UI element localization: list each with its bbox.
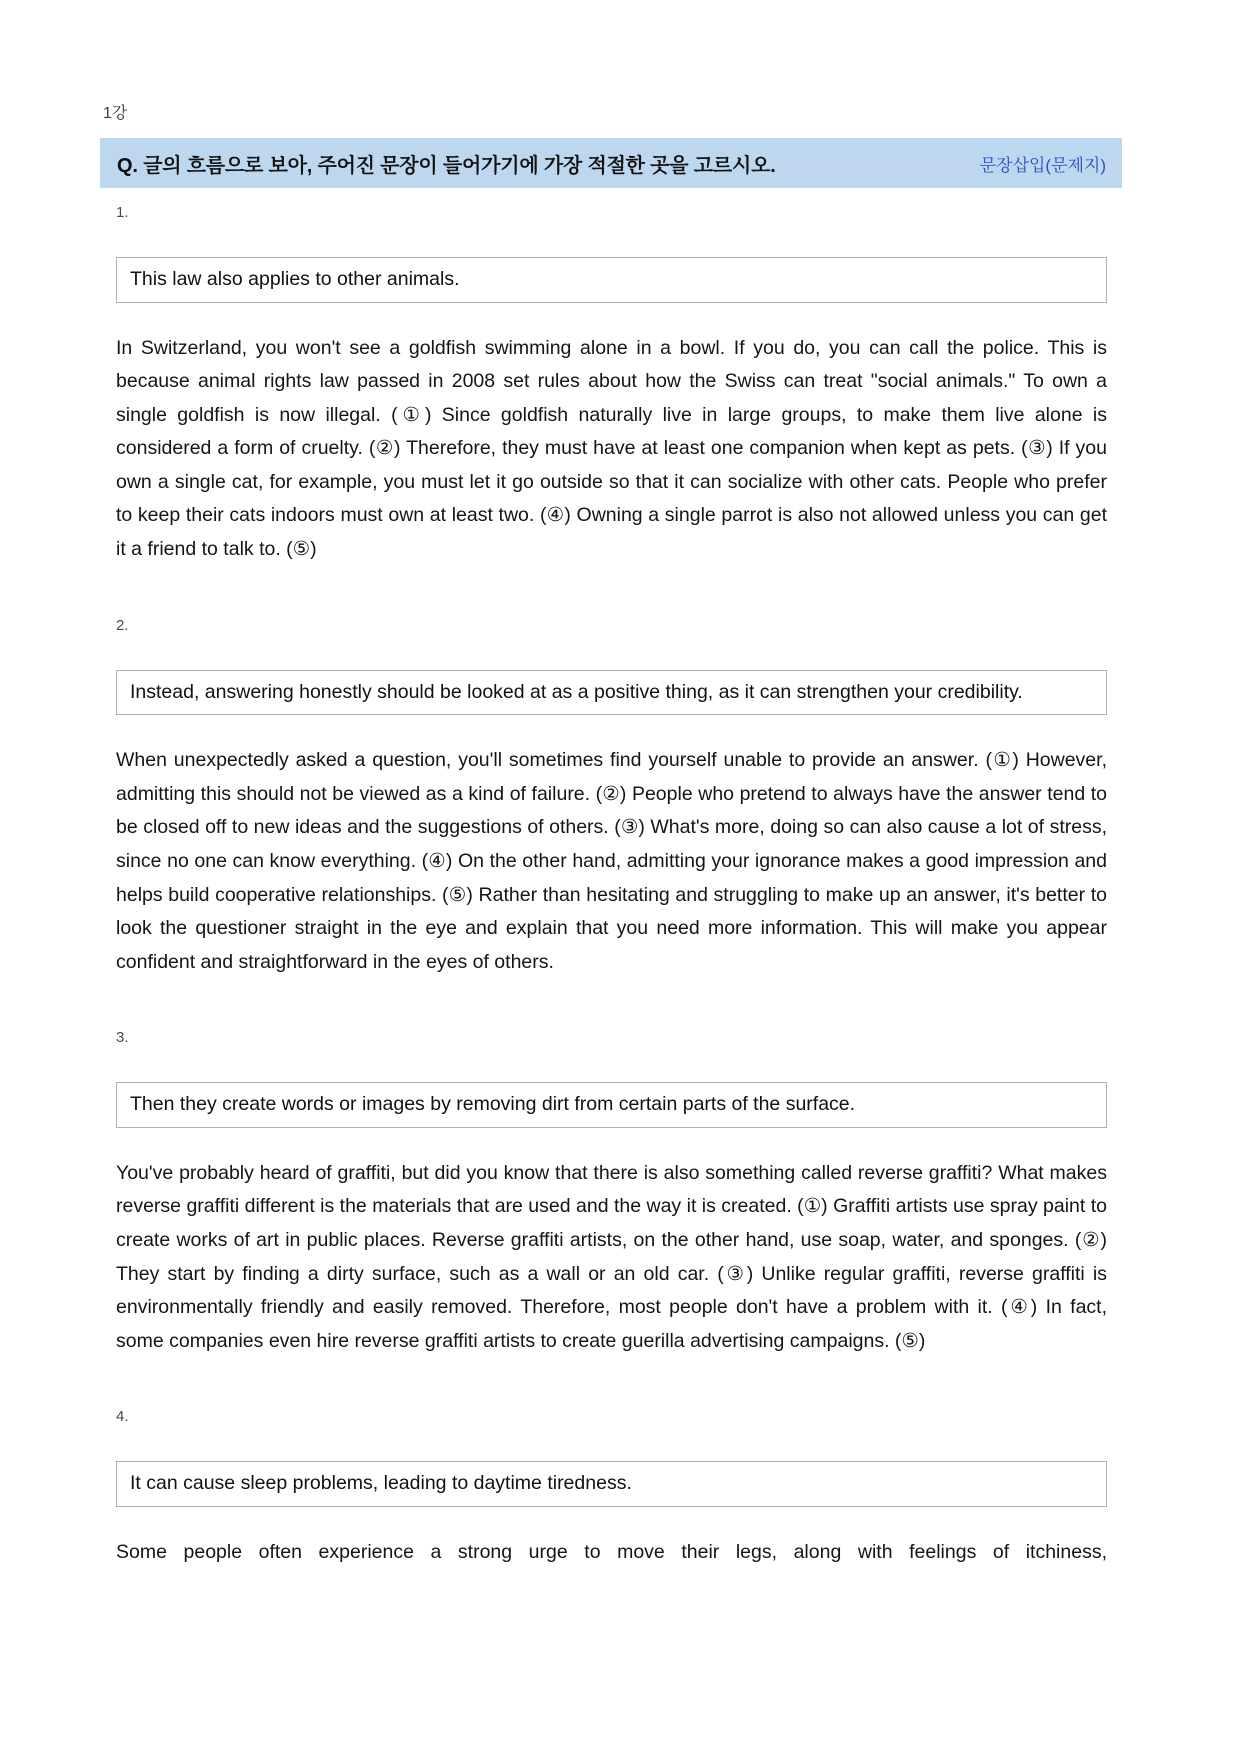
given-sentence-box bbox=[116, 670, 1107, 716]
question-prompt: Q. 글의 흐름으로 보아, 주어진 문장이 들어가기에 가장 적절한 곳을 고르시오. bbox=[117, 154, 776, 177]
given-sentence-text: This law also applies to other animals. bbox=[130, 268, 460, 290]
question-3 bbox=[116, 1029, 1107, 1358]
passage-text: Some people often experience a strong urge to move their legs, along with feelings of itchiness, bbox=[116, 1540, 1107, 1563]
question-number: 3. bbox=[116, 1029, 129, 1047]
given-sentence-text: It can cause sleep problems, leading to daytime tiredness. bbox=[130, 1472, 632, 1495]
given-sentence-box bbox=[116, 1461, 1107, 1507]
given-sentence-box bbox=[116, 1082, 1107, 1128]
given-sentence-text: Then they create words or images by removing dirt from certain parts of the surface. bbox=[130, 1093, 856, 1116]
question-header-bar bbox=[100, 138, 1122, 188]
question-number: 2. bbox=[116, 616, 129, 634]
question-number: 1. bbox=[116, 204, 129, 221]
given-sentence-box bbox=[116, 257, 1107, 303]
question-number: 4. bbox=[116, 1408, 129, 1426]
question-2 bbox=[116, 617, 1107, 980]
lesson-label: 1강 bbox=[103, 105, 128, 122]
page-content bbox=[100, 100, 1122, 1619]
question-4 bbox=[116, 1408, 1107, 1569]
passage-text: In Switzerland, you won't see a goldfish swimming alone in a bowl. If you do, you can call the police. This is because animal rights law passed in 2008 set rules about how the Swiss can treat "social animals." To own a single goldfish is now illegal. (①) Since goldfish naturally live in large groups, to make them live alone is considered a form of cruelty. (②) Therefore, they must have at least one companion when kept as pets. (③) If you own a single cat, for example, you must let it go outside so that it can socialize with other cats. People who prefer to keep their cats indoors must own at least two. (④) Owning a single parrot is also not allowed unless you can get it a friend to talk to. (⑤) bbox=[116, 336, 1107, 561]
passage-text: When unexpectedly asked a question, you'll sometimes find yourself unable to provide an answer. (①) However, admitting this should not be viewed as a kind of failure. (②) People who pretend to always have the answer tend to be closed off to new ideas and the suggestions of others. (③) What's more, doing so can also cause a lot of stress, since no one can know everything. (④) On the other hand, admitting your ignorance makes a good impression and helps build cooperative relationships. (⑤) Rather than hesitating and struggling to make up an answer, it's better to look the questioner straight in the eye and explain that you need more information. This will make you appear confident and straightforward in the eyes of others. bbox=[116, 749, 1107, 973]
given-sentence-text: Instead, answering honestly should be looked at as a positive thing, as it can strengthen your credibility. bbox=[130, 680, 1023, 703]
passage-text: You've probably heard of graffiti, but did you know that there is also something called reverse graffiti? What makes reverse graffiti different is the materials that are used and the way it is created. (①) Graffiti artists use spray paint to create works of art in public places. Reverse graffiti artists, on the other hand, use soap, water, and sponges. (②) They start by finding a dirty surface, such as a wall or an old car. (③) Unlike regular graffiti, reverse graffiti is environmentally friendly and easily removed. Therefore, most people don't have a problem with it. (④) In fact, some companies even hire reverse graffiti artists to create guerilla advertising campaigns. (⑤) bbox=[116, 1161, 1107, 1352]
question-type-tag-link[interactable]: 문장삽입(문제지) bbox=[979, 155, 1106, 175]
question-1 bbox=[116, 204, 1107, 567]
